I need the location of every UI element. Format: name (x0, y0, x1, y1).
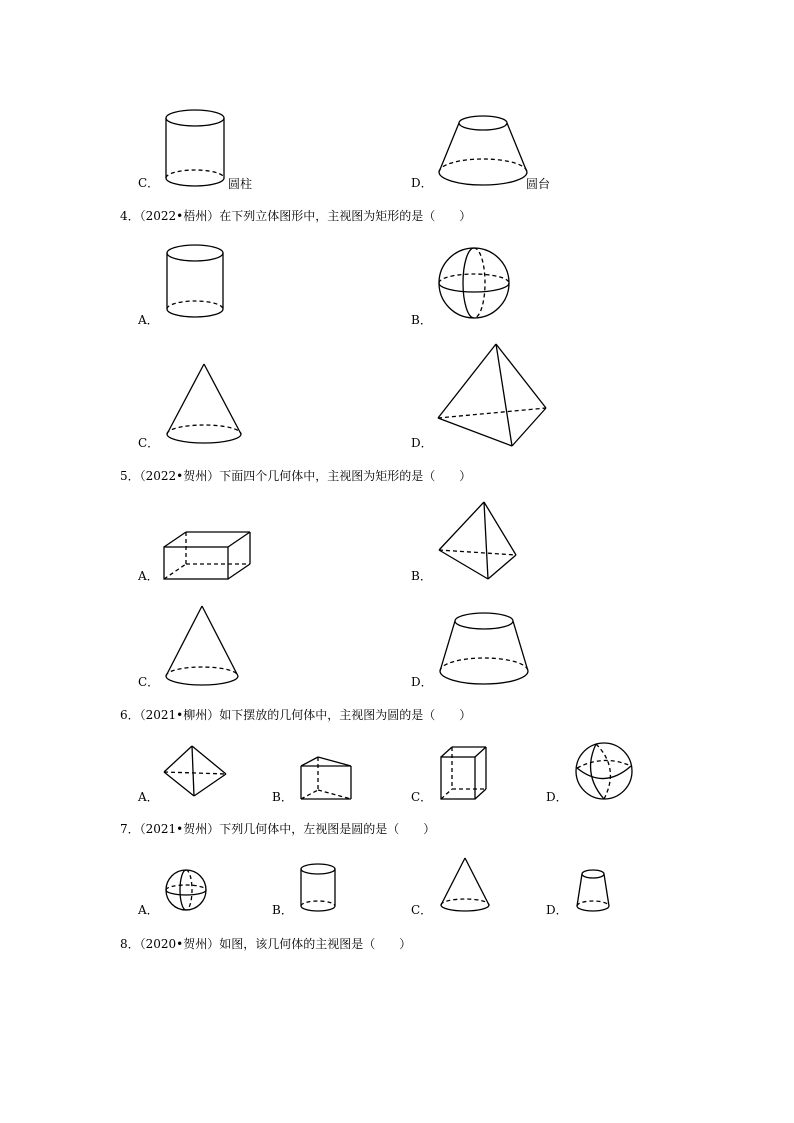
q4-option-a-label: A． (138, 313, 159, 327)
q7-stem: 7．（2021•贺州）下列几何体中，左视图是圆的是（ ） (120, 822, 436, 836)
q6-option-a-label: A． (138, 790, 159, 804)
q4-option-d-label: D． (411, 436, 433, 450)
frustum-figure (436, 610, 536, 690)
q6-option-b-label: B． (272, 790, 293, 804)
q6-option-c-label: C． (411, 790, 433, 804)
q5-option-a-label: A． (138, 569, 159, 583)
q7-option-d-label: D． (546, 903, 568, 917)
cuboid-figure (160, 529, 256, 583)
octahedron-figure (162, 744, 230, 800)
q3-option-d-label: D． (411, 176, 433, 190)
q4-stem: 4．（2022•梧州）在下列立体图形中，主视图为矩形的是（ ） (120, 209, 472, 223)
q4-option-c-label: C． (138, 436, 160, 450)
frustum-figure (574, 868, 614, 916)
q7-option-b-label: B． (272, 903, 293, 917)
q7-option-c-label: C． (411, 903, 433, 917)
triangular-prism-figure (298, 754, 358, 802)
q3-option-c-note: 圆柱 (228, 177, 253, 191)
cylinder-figure (298, 862, 340, 916)
cone-figure (438, 856, 494, 916)
q5-option-d-label: D． (411, 675, 433, 689)
cone-figure (162, 604, 242, 690)
q5-stem: 5．（2022•贺州）下面四个几何体中，主视图为矩形的是（ ） (120, 469, 472, 483)
sphere-figure (436, 246, 514, 324)
q3-option-d-note: 圆台 (526, 177, 551, 191)
q6-option-d-label: D． (546, 790, 568, 804)
q5-option-b-label: B． (411, 569, 432, 583)
pyramid-figure (434, 342, 550, 450)
sphere-figure (164, 868, 210, 914)
q4-option-b-label: B． (411, 313, 432, 327)
cone-figure (162, 362, 246, 448)
frustum-figure (435, 112, 535, 192)
q8-stem: 8．（2020•贺州）如图，该几何体的主视图是（ ） (120, 937, 412, 951)
pyramid-figure (436, 500, 520, 584)
q3-option-c-label: C． (138, 176, 160, 190)
q6-stem: 6．（2021•柳州）如下摆放的几何体中，主视图为圆的是（ ） (120, 708, 472, 722)
q7-option-a-label: A． (138, 903, 159, 917)
cylinder-figure (162, 244, 228, 324)
cube-figure (438, 744, 490, 802)
cylinder-figure (160, 108, 230, 190)
sphere-figure (574, 742, 634, 802)
q5-option-c-label: C． (138, 675, 160, 689)
